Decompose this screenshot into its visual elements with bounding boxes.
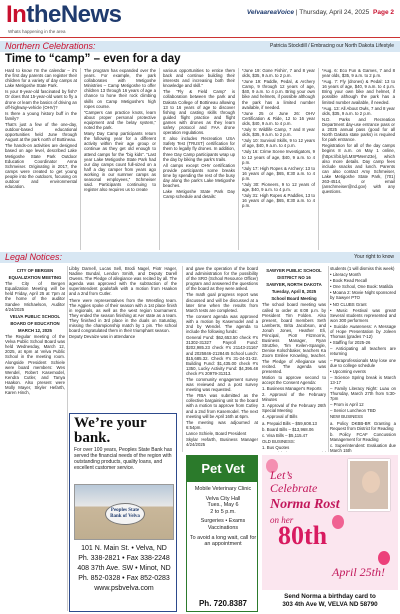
article-paragraph: *Aug. 13: All About Owls, 7 and 8 year olds, $35, 9 a.m. to 2 p.m. (322, 105, 395, 116)
bank-address: 101 N. Main St. • Velva, ND (81, 545, 167, 552)
article-paragraph: *July 17: High Ropes & Archery: 13 to 16 years of age, $65, 8:30 a.m. to 4 p.m. (242, 165, 315, 181)
card-line-1: Send Norma a birthday card to (284, 593, 376, 600)
legal-section-bar (0, 252, 400, 263)
notice-paragraph: NEW BUSINESS (330, 414, 363, 420)
notice-paragraph: The math goal progress report was discussed and will be discussed at a later time when the results from March tests are completed. (186, 292, 258, 313)
notice-heading: EQUALIZATION MEETING (8, 275, 62, 281)
portrait-photo (348, 459, 390, 511)
bank-contact (74, 544, 174, 594)
column-divider (238, 68, 239, 250)
column-divider (80, 68, 81, 250)
notice-paragraph: The City of Bergen Equalization Meeting will be held Friday, April 25 at 7pm at the home of the auditor Sandee Michaelson, Auditor 4/24/2025 (5, 281, 65, 312)
honoree-name: Norma Rost (270, 497, 340, 512)
balloon-icon (332, 515, 344, 529)
notice-paragraph: Libby Darnell, Lucas Sell, Brodi Nagel, Piotr Hager, Nadine Bundal, Lendon Smith, and Deputy Darell Owens. The Pledge of allegiance was recited by all. The agenda was approved with the subtraction of the superintendent goals/talk with a motion from Haakon and a 2nd from Cutler. (69, 266, 177, 297)
notice-paragraph: a. Prepaid Bills – $59,608.13 (262, 420, 317, 426)
section-right-label: Your right to know (354, 254, 394, 260)
legal-column-1 (5, 266, 65, 611)
columnist-byline: Patricia Stockdill / Embracing our North Dakota Lifestyle (270, 43, 394, 49)
page-number: Page 2 (373, 9, 394, 16)
notice-heading: CITY OF BERGEN (16, 268, 54, 273)
brand-name: VelvaareaVoice (246, 9, 295, 16)
article-paragraph: All camps except OHV certification provide participants some breaks time by spending the rest of the busy day along the park's Lake Metigoshe beaches. (163, 162, 235, 189)
separator: | (294, 9, 300, 16)
notice-paragraph: The consent agenda was approved with a motion by Kasemodel and a 2nd by Wendel. The agenda to include the following funds: (186, 313, 258, 335)
card-line-2: 303 4th Ave W, VELVA ND 58790 (282, 601, 378, 608)
face-shape (362, 471, 380, 493)
turning-text: on her (270, 515, 294, 525)
notice-paragraph: Skylar Hefarth, Business Manager 4/24/2025 (186, 437, 258, 448)
column-divider (328, 266, 329, 452)
article-paragraph: That's just a few of the one-day, outdoor-based educational opportunities held June through August at the park north of Bottineau. (5, 121, 77, 143)
ad-headline: We’re your bank. (74, 415, 147, 446)
article-paragraph: *Aug. 7: Fly (drones) & Pedal: 13 to 16 years of age, $40, 9 a.m. to 4 p.m. Bring your own bike and helmet, if possible although the park has a limited number available, if needed. (322, 79, 395, 105)
article-paragraph: The program has expanded over the years. For example, the park collaborates with Metigoshe Ministries – Camp Metigoshe to offer children 13 through 16 years of age a chance to hone their rock climbing skills on Camp Metigoshe's high ropes course. (84, 68, 156, 109)
birthday-ad[interactable] (262, 455, 398, 612)
notice-paragraph: Deputy Devaize was in attendance (69, 334, 136, 340)
article-column-2 (84, 68, 156, 250)
issue-date: Thursday, April 24, 2025 (299, 9, 370, 16)
article-column-4 (242, 68, 315, 250)
notice-paragraph: There were representatives from the Wrestling team. The Aggies spoke of their season with a 1st place finish in regionals, as well as the west region tournament. They ended the season finishing at Aer state as a team. They finished in 3rd place in the duals on Saturday, missing the championship match by 1 pin. The school board congratulated them in their triumphant season. (69, 297, 177, 334)
notice-paragraph: 2. Approval of the February Minutes (262, 392, 326, 403)
column-divider (182, 266, 183, 452)
bank-building-image (74, 484, 174, 540)
notice-paragraph: – Family Literacy Night: Luau on Thursday, March 27th from 5:30-7pm (330, 385, 396, 402)
column-divider (159, 68, 160, 250)
article-paragraph: Many Day Camp participants return the following year for a different activity within their age group or continue as they get old enough to attend camps for the “big kids”. “Last year Lake Metigoshe State Park had our day camps count full-sized on a half a day camper from years ago working in our summer camps as seasonal employees,” Schmeiser said. Participants continuing to register also requires us to create (84, 131, 156, 193)
notice-paragraph: Lance Schiele, Board President (186, 430, 247, 436)
article-paragraph: *July 16: Crime Scene Investigators, 9 to 12 years of age, $40, 9 a.m. to 4 p.m. (242, 149, 315, 165)
notice-paragraph: 1. Bus Quotes (262, 444, 290, 450)
notice-paragraph: b. Policy FCAF Concussion Management for Reading (330, 431, 396, 442)
notice-heading: SAWYER PUBLIC SCHOOL (266, 268, 322, 273)
article-paragraph: various opportunities to entice them back and continue building their interests and increasing both their knowledge and skill.” (163, 68, 235, 89)
notice-paragraph: General Fund: $62,653.50 check #'s 31302-31327 Payroll Fund: $202,985.23 check #'s 21143-21167 and 2025846-2128445 School Lunch: $15,685.32. Check #'s 31-24-31-32. Building Fund: $1,435.00 check #'s 1350, Lucky Activity Fund: $4,396.48 check #'s 20979-31313. (186, 335, 258, 376)
notice-heading: MARCH 12, 2025 (18, 327, 52, 333)
newspaper-logo[interactable] (6, 1, 122, 29)
notice-paragraph: students (1 will dismiss this week) (330, 266, 395, 271)
article-paragraph: *July 10: Survival Skills, 9 to 12 years of age, $40, 9 a.m. to 4 p.m. (242, 138, 315, 149)
peoples-state-bank-ad[interactable] (69, 413, 177, 612)
notice-paragraph: The community engagement survey was reviewed and a post survey meeting was requested. (186, 376, 258, 393)
pet-vet-line: 2 to 5 p.m. (210, 508, 236, 515)
legal-column-3 (186, 266, 258, 452)
article-paragraph: Hard to know I'm the calendar – it's the first day parents can register their children for a variety of day camps at Lake Metigoshe State Park. (5, 68, 77, 89)
page-info (247, 9, 394, 16)
notice-heading: DISTRICT NO 16 (277, 275, 311, 281)
notice-paragraph: – Prom is April 12 (330, 402, 364, 408)
tagline: Whats happening in the area (8, 29, 66, 34)
article-paragraph: The hands-on activities are designed based on age level, described Lake Metigoshe State Park Outdoor Education Coordinator Anna Schmeiser. Originating in 2017, the camps were created to get young people into the outdoors, focusing on outdoor and environmental education. (5, 143, 77, 190)
notice-paragraph: • One School, One Book: Matilda (330, 284, 393, 290)
logo-the-text: the (26, 1, 61, 28)
notice-paragraph: • Staffing for 2025-26 (330, 340, 371, 346)
notice-heading: VELVA PUBLIC SCHOOL (9, 313, 61, 319)
column-divider (67, 266, 68, 611)
notice-heading: SAWYER, NORTH DAKOTA (266, 282, 322, 288)
article-paragraph: It also includes Recreation USA Safety Test (TRUST) certification for them to legally fly drones. In addition, three Day Camp participants wrap up the day by biking the park's trails. (163, 136, 235, 162)
bank-phone-minot: Ph. 852-0328 • Fax 852-0283 (78, 575, 170, 582)
notice-heading: Tuesday, April 8, 2025 (271, 289, 317, 295)
bank-address-minot: 408 37th Ave. SW • Minot, ND (77, 565, 171, 572)
notice-paragraph: 4. Approval of Bills (262, 414, 298, 420)
pet-vet-line: Tues., May 6 (207, 502, 239, 509)
article-paragraph: *June 25 or June 26: OHV Certification & Ride, 12 to 16 year olds, $40, 9 a.m. to 4 p.m. (242, 110, 315, 126)
legal-column-2 (69, 266, 177, 411)
article-headline[interactable]: Time to “camp” – even for a day (5, 53, 181, 65)
notice-paragraph: c. Superintendent: Evaluation due March 15th (330, 442, 396, 452)
article-paragraph: *July 9: Wildlife Camp, 7 and 8 year olds, $35, 9 a.m. to 2 p.m. (242, 127, 315, 138)
notice-paragraph: Motion to approve second to accept the Consent Agenda: (262, 374, 326, 385)
celebrate-word: Celebrate (270, 481, 318, 495)
article-paragraph: N.D. Parks and Recreation Department day-use entrance pass or a 2025 annual pass (good for all North Dakota state parks) is required for park entrance. (322, 116, 395, 143)
pet-vet-ad[interactable] (186, 455, 258, 612)
notice-paragraph: The school board meeting was called to order at 6:08 p.m. by President Tim Folden. Also present, board members Seth Lamberts, Brita Jacobson, and Jonah Jones, Heather Eli, Principal, Piotr Fitzmorris, Business Manager, Ryan Strutzke, Tim Kvilen-Spangle, Denise Kolschbaker, teachers Ka Zoom Emilee Knowling, teacher. The Pledge of Allegiance was recited. The agenda was presented. (262, 302, 326, 374)
pet-vet-line: Surgeries • Exams (200, 518, 246, 525)
pet-vet-line: To avoid a long wait, call for an appointment (189, 534, 257, 548)
lets-text: Let’s (270, 468, 293, 482)
notice-paragraph: • Book Read Recall (330, 278, 368, 284)
notice-paragraph: • Moana 2: Movie Night sponsored by Sawyer PTO (330, 290, 396, 301)
article-paragraph: Is your 8-year-old fascinated by fish? Or does that 15-year-old want to fly a drone or learn the basics of driving an off-highway-vehicle (OHV)? (5, 89, 77, 110)
article-paragraph: *Aug. 6: Eco Fun & Games, 7 and 8 year olds, $35, 9 a.m. to 2 p.m. (322, 68, 395, 79)
notice-paragraph: c. Visa Bills – $5,115.47 (262, 432, 308, 438)
notice-paragraph: b. Board Bills – $13,968.06 (262, 426, 314, 432)
notice-paragraph: – Science Spring break is March 13-17 (330, 374, 396, 385)
masthead (0, 0, 400, 38)
article-paragraph: *July 31: High Ropes & Paddles, 13 to 16 years of age, $65, 8:30 a.m. to 4 p.m. (242, 193, 315, 209)
celebrate-text (270, 469, 317, 495)
section-label: Northern Celebrations: (5, 41, 96, 51)
article-paragraph: *June 19: Gone Fishin', 7 and 8 year olds, $35, 9 a.m. to 2 p.m. (242, 68, 315, 79)
notice-paragraph: The RBA was submitted as the collective bargaining unit to the board with a motion to approve from Cutley and a 2nd from Kasemodel. The next meeting will be April 16th at 6pm. (186, 393, 258, 419)
pet-vet-title: Pet Vet (187, 456, 258, 482)
notice-paragraph: and gave the operation of the board and administration for the possibility of the SRO (School Resource Officer) program and answered the questions of the board as they were asked. (186, 266, 258, 292)
logo-news-text: News (60, 1, 122, 28)
notice-paragraph: a. Policy DKBB-BR Granting a Request from District for Reading (330, 420, 396, 431)
northern-section-bar (0, 41, 400, 52)
notice-paragraph: • Literacy Month (330, 272, 361, 278)
ad-body: For over 100 years, Peoples State Bank has served the financial needs of the region with outstanding products, quality loans, and excellent customer service. (74, 447, 173, 471)
notice-paragraph: 1. Business Manager's Reports (262, 385, 322, 391)
notice-paragraph: • Music Festival was great! Several students represented and won 300 performers (330, 307, 396, 323)
notice-paragraph: – Senior Luncheon TBD (330, 408, 376, 414)
pet-vet-line: Vaccinations (207, 524, 239, 531)
article-paragraph: *July 30: Pioneers, 9 to 12 years of age, $40, 9 a.m. to 4 p.m. (242, 181, 315, 193)
notice-heading: BOARD OF EDUCATION (10, 320, 60, 326)
article-column-5 (322, 68, 395, 250)
bank-phone: Ph. 338-2821 • Fax 338-2248 (78, 555, 170, 562)
legal-column-4 (262, 266, 326, 452)
legal-column-5 (330, 266, 396, 452)
notice-paragraph: • NO CLUBS Grant (330, 301, 367, 307)
notice-paragraph: • Suicide Awareness: A Message of Hope Presentation by Joleen Thomas (grades 7-12) (330, 323, 396, 340)
article-paragraph: Registration for all of the day camps begins 8 a.m. on May 1 online, (https://bit.ly/LMSPMem23e), which also more details. Day camp fees include snacks and lunch. Parents can also contact Amy Schmeiser, Lake Metigoshe State Park, (701) 263-4514, or email (anschmeiser@nd.gov) with any questions. (322, 143, 395, 195)
article-paragraph: “Campers can practice knots, learn about proper personal protective equipment and the belay system,” noted the park. (84, 109, 156, 131)
card-address (262, 590, 398, 612)
article-column-1 (5, 68, 77, 250)
column-divider (318, 68, 319, 250)
article-column-3 (163, 68, 235, 250)
pet-vet-body (189, 486, 257, 548)
notice-paragraph: OLD BUSINESS: (262, 438, 295, 444)
notice-paragraph (262, 451, 326, 452)
pet-vet-phone[interactable]: Ph. 720.8387 (198, 599, 248, 608)
bank-sign: Peoples State Bank of Velva (105, 503, 145, 525)
balloon-icon (378, 551, 390, 565)
notice-paragraph: – Anticipating all teachers are returning (330, 346, 396, 357)
notice-paragraph: – Paraprofessionals May lose one due to college schedule (330, 357, 396, 368)
article-paragraph: Lake Metigoshe State Park Day Camp schedule and details: (163, 189, 235, 200)
pet-vet-line: Velva City Hall (205, 495, 241, 502)
article-paragraph: The “Fly & Field Camp” is collaboration between the park and Dakota College of Bottineau allowing 13 to 16 years of age to discover fishing and casting skills through guided flight practice and flight games with drones as they learn safety protocol and FAA drone operation regulations. (163, 89, 235, 136)
logo-in-text: In (6, 1, 27, 28)
article-paragraph: *June 19: Paddle, Pedal, & Archery Camp, 9 through 12 years of age, $40, 9 a.m. to 4 p.m. Bring your own bike and helmets, if possible although the park has a limited number available, if needed. (242, 79, 315, 110)
notice-paragraph: The Regular meeting of the Velva Public School Board was held Wednesday, March 12, 2025, at 6pm at Velva Public School in the meeting room. Alongside President Schiele were board members: Wes Wendel, Robert Kasemodel, Kendra Cutler, and Tanya Haakon. Also present were Molly Mayer, Skyler Hefarth, Karen Hinch, (5, 334, 65, 396)
pet-vet-line: Mobile Veterinary Clinic (194, 486, 252, 492)
notice-heading: School Board Meeting (271, 296, 317, 302)
birthday-date: April 25th! (332, 565, 385, 579)
notice-paragraph: • Upcoming events (330, 368, 366, 374)
notice-paragraph: The meeting was adjourned at 6:54pm. (186, 419, 258, 430)
notice-paragraph: 3. Approval of the February 26th Special Meeting (262, 403, 326, 414)
bank-website[interactable]: www.psbvelva.com (94, 585, 154, 592)
article-paragraph: Is there a young history buff in the family? (5, 110, 77, 121)
age-number: 80th (278, 521, 328, 550)
section-label: Legal Notices: (5, 252, 63, 262)
